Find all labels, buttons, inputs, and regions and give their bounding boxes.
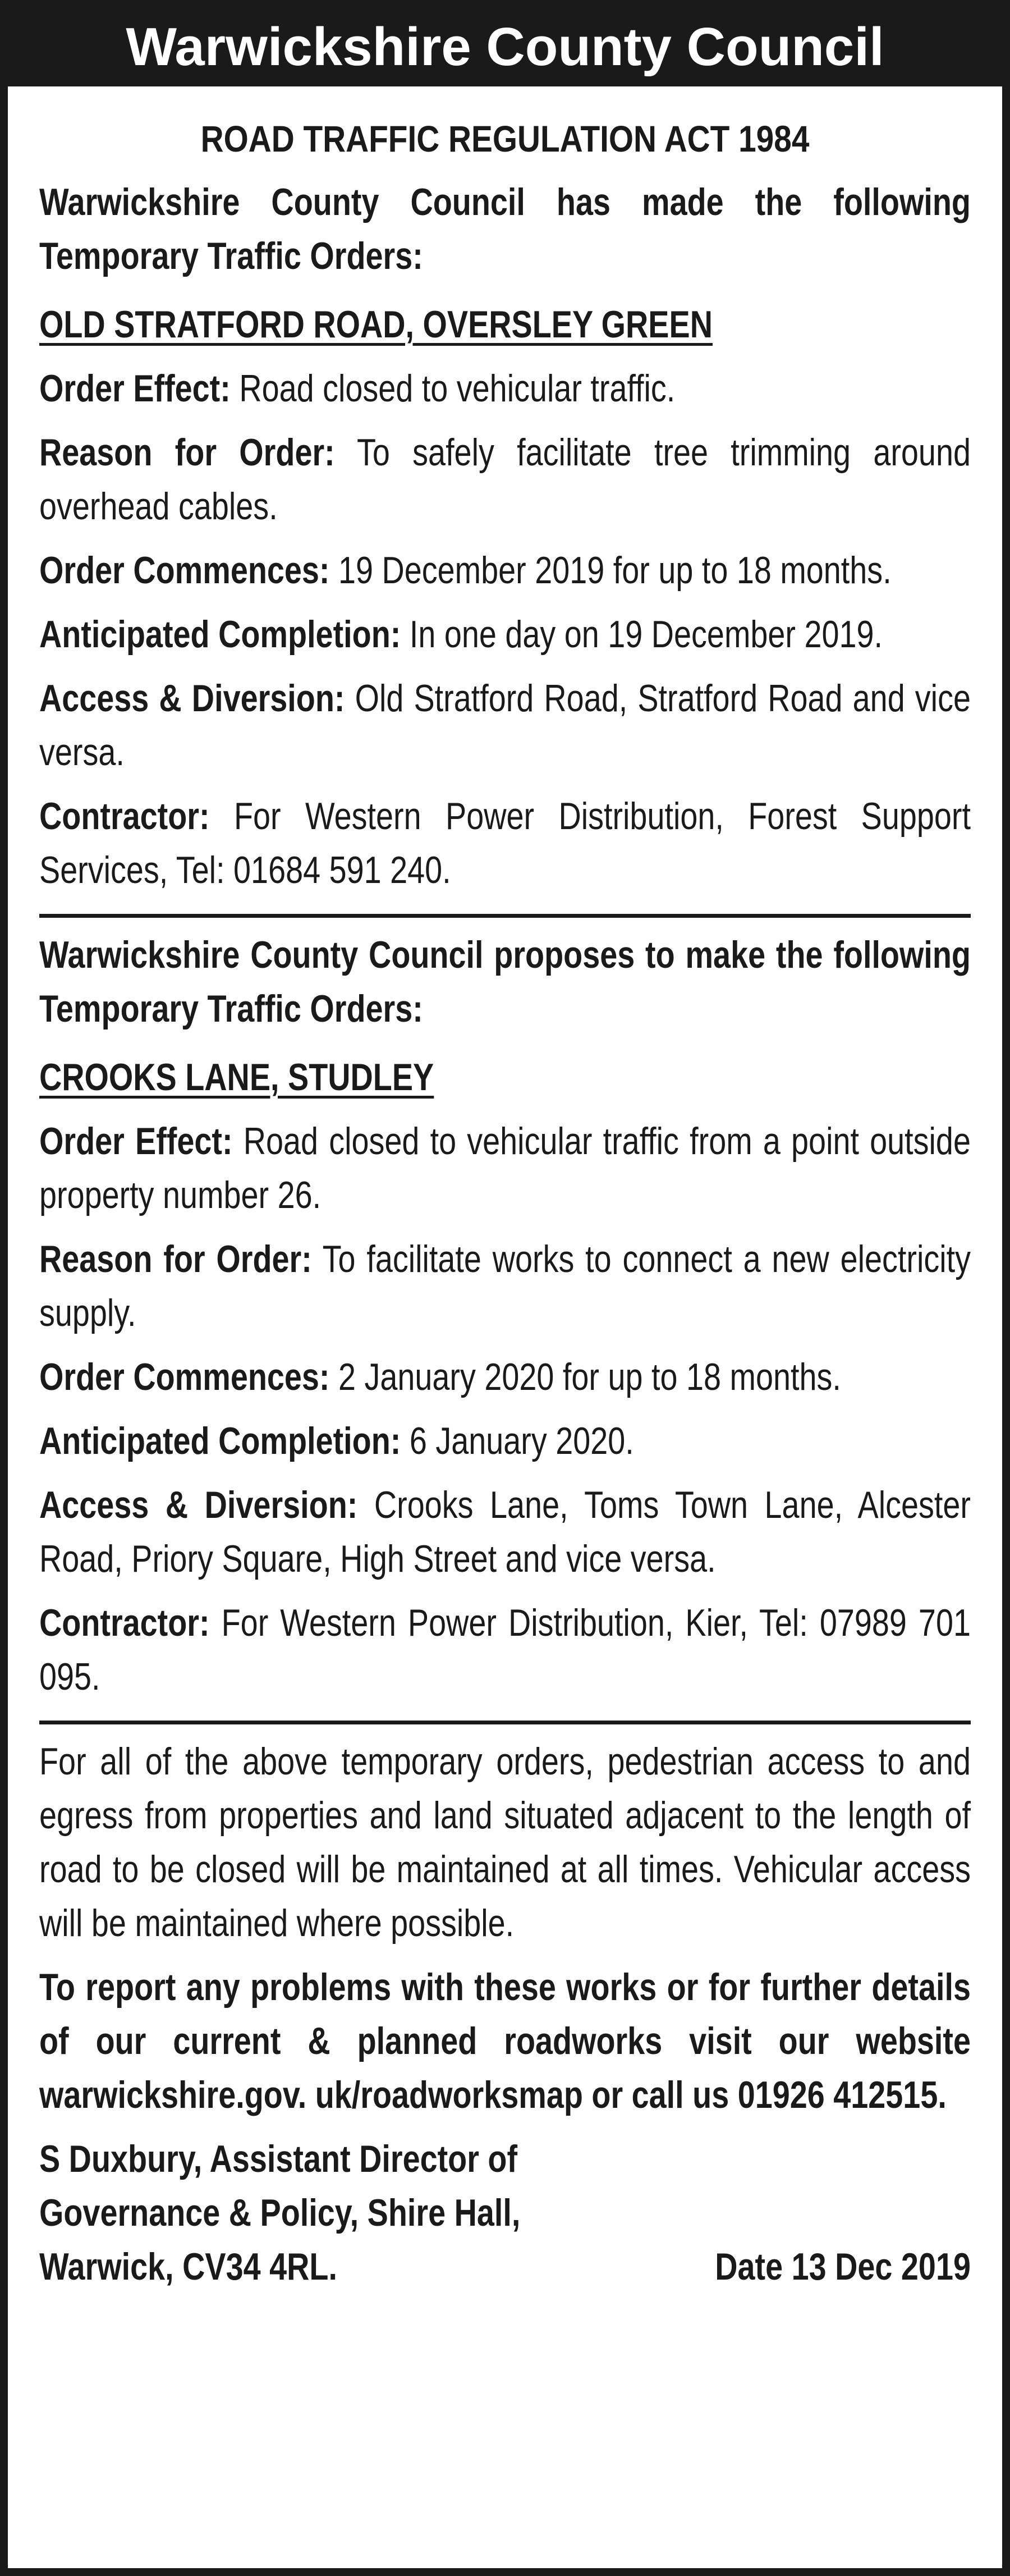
section1-contractor [39,789,971,897]
item-value: Road closed to vehicular traffic from a point outside property number 26. [39,1120,971,1216]
section1-reason [39,425,971,533]
section2-order-effect [39,1114,971,1222]
item-value: To facilitate works to connect a new electricity supply. [39,1238,971,1334]
item-value: In one day on 19 December 2019. [409,613,883,656]
section2-road-heading: CROOKS LANE, STUDLEY [39,1056,434,1099]
item-label: Access & Diversion: [39,1484,358,1526]
section-divider [39,1721,971,1724]
section1-road-heading: OLD STRATFORD ROAD, OVERSLEY GREEN [39,303,713,346]
item-label: Reason for Order: [39,431,335,474]
notice-content [39,86,971,2294]
item-value: Old Stratford Road, Stratford Road and vice versa. [39,677,971,774]
section2-completion [39,1414,971,1468]
item-label: Contractor: [39,795,210,838]
item-value: Road closed to vehicular traffic. [239,367,676,410]
signatory-line-3 [39,2240,971,2294]
item-value: 2 January 2020 for up to 18 months. [338,1356,841,1398]
notice-date: Date 13 Dec 2019 [715,2245,971,2288]
section1-commences [39,543,971,597]
item-value: 19 December 2019 for up to 18 months. [338,549,892,592]
item-label: Access & Diversion: [39,677,345,720]
item-value: To safely facilitate tree trimming around overhead cables. [39,431,971,528]
section-divider [39,914,971,918]
pedestrian-access-note: For all of the above temporary orders, pedestrian access to and egress from properties and land situated adjacent to the length of road to be closed will be maintained at all times. Vehicular access will be maintained where possible. [39,1740,971,1944]
section2-intro: Warwickshire County Council proposes to make the following Temporary Traffic Orders: [39,934,971,1030]
section1-intro: Warwickshire County Council has made the following Temporary Traffic Orders: [39,181,971,277]
item-label: Order Commences: [39,1356,330,1398]
council-title: Warwickshire County Council [126,17,884,77]
section1-order-effect [39,362,971,415]
section2-contractor [39,1596,971,1704]
item-label: Anticipated Completion: [39,613,401,656]
section1-completion [39,607,971,661]
act-title: ROAD TRAFFIC REGULATION ACT 1984 [200,118,810,159]
signatory-line-2: Governance & Policy, Shire Hall, [39,2191,521,2234]
signatory-address: Warwick, CV34 4RL. [39,2245,337,2288]
section2-reason [39,1232,971,1340]
item-label: Anticipated Completion: [39,1420,401,1462]
item-value: 6 January 2020. [409,1420,634,1462]
notice-header [8,8,1002,86]
section1-access [39,671,971,779]
item-label: Reason for Order: [39,1238,312,1280]
item-label: Order Effect: [39,367,231,410]
item-value: For Western Power Distribution, Forest Support Services, Tel: 01684 591 240. [39,795,971,891]
report-problems-note: To report any problems with these works or for further details of our current & planned roadworks visit our website warwickshire.gov. uk/roadworksmap or call us 01926 412515. [39,1966,971,2116]
item-value: For Western Power Distribution, Kier, Tel: 07989 701 095. [39,1602,971,1698]
item-value: Crooks Lane, Toms Town Lane, Alcester Road, Priory Square, High Street and vice versa. [39,1484,971,1580]
item-label: Order Effect: [39,1120,233,1163]
signatory-line-1: S Duxbury, Assistant Director of [39,2138,518,2180]
signatory-block [39,2132,971,2294]
section2-access [39,1478,971,1586]
item-label: Contractor: [39,1602,210,1644]
section2-commences [39,1350,971,1404]
item-label: Order Commences: [39,549,330,592]
